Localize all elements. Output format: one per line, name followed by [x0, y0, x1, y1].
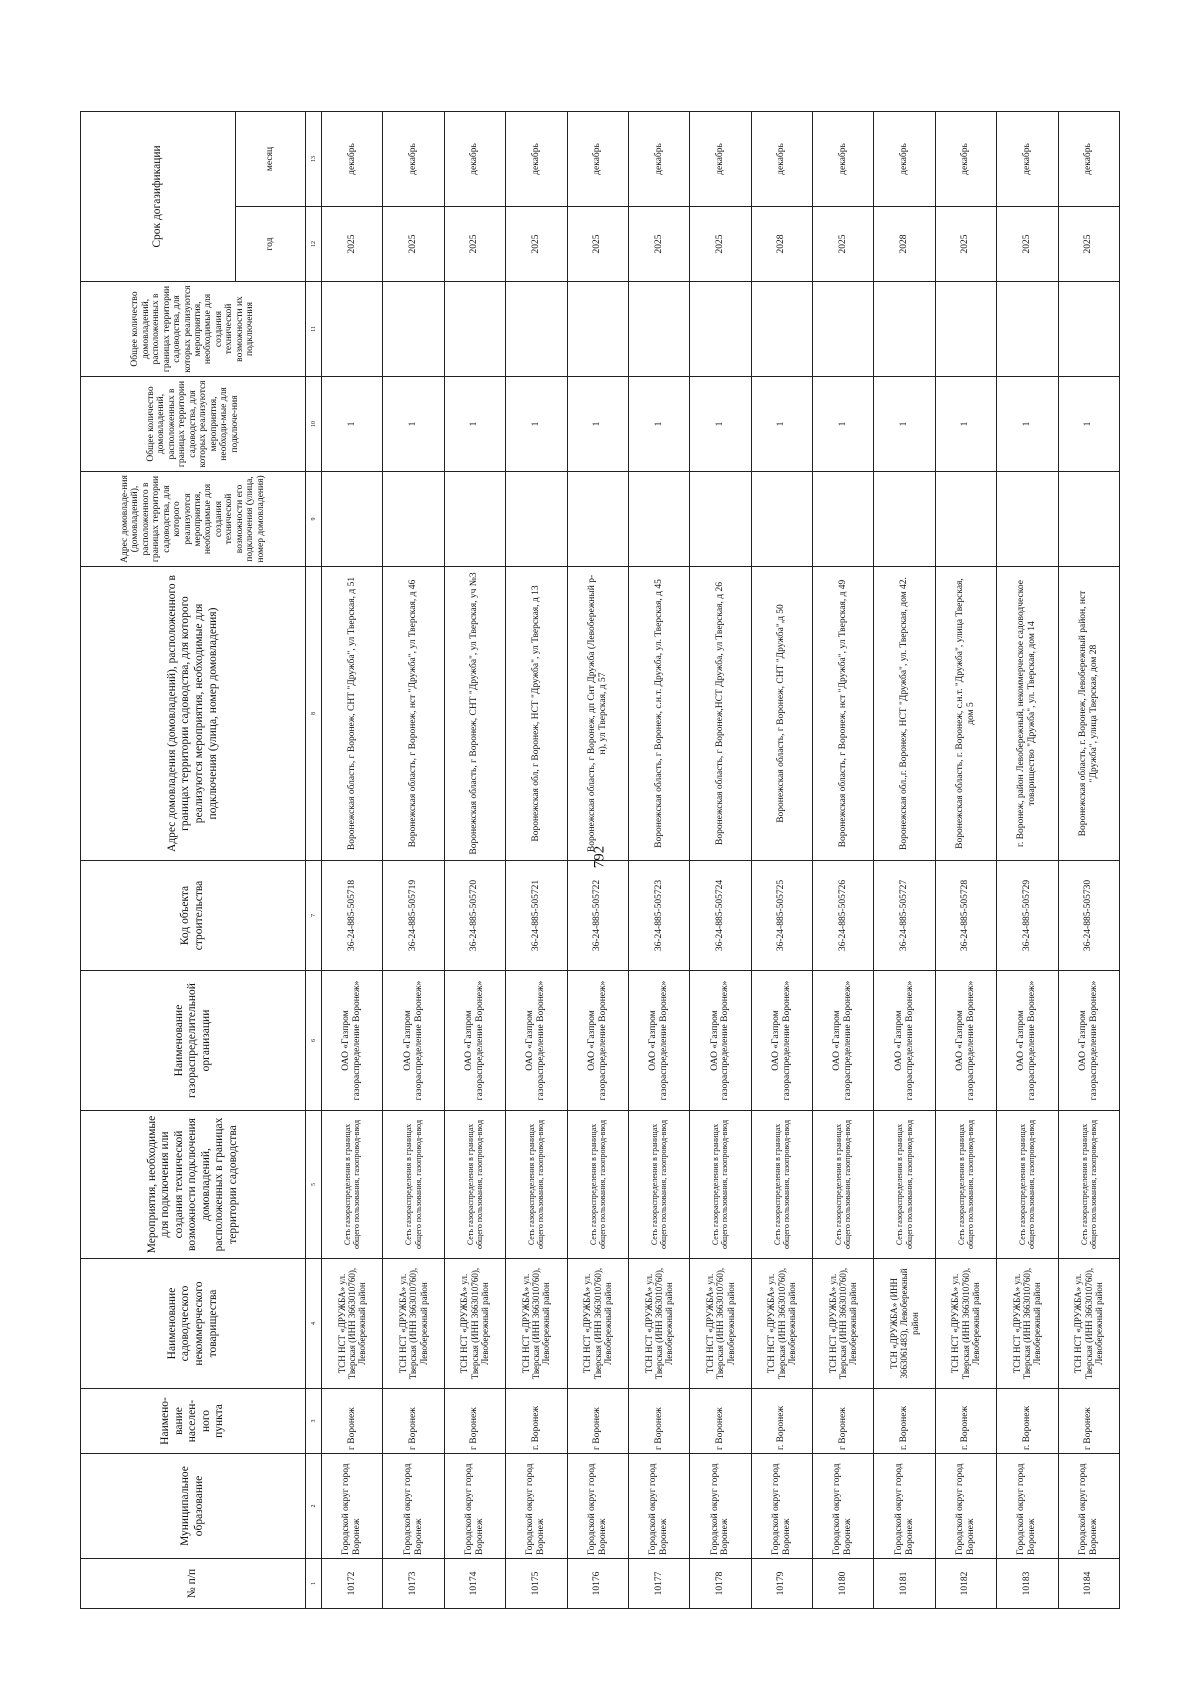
cell-count-capability: [813, 282, 874, 377]
cell-month: декабрь: [813, 112, 874, 207]
cell-locality: г. Воронеж: [506, 1389, 567, 1454]
cell-measures: Сеть газораспределения в границах общего пользования, газопровод-ввод: [506, 1111, 567, 1259]
cell-partnership: ТСН НСТ «ДРУЖБА» ул. Тверская (ИНН 3663010760), Левобережный район: [690, 1259, 751, 1389]
cell-num: 10178: [690, 1559, 751, 1609]
cell-year: 2025: [506, 207, 567, 282]
cell-count-connect: 1: [813, 377, 874, 472]
cell-address-capability: [1058, 472, 1120, 567]
cell-year: 2028: [751, 207, 812, 282]
header-address: Адрес домовладения (домовладений), расположенного в границах территории садоводства, для которого реализуются мероприятия, необходимые для подключения (улица, номер домовладения): [81, 567, 306, 861]
col-number: 11: [306, 282, 322, 377]
cell-year: 2025: [1058, 207, 1120, 282]
cell-year: 2025: [383, 207, 444, 282]
cell-count-capability: [444, 282, 505, 377]
cell-address: Воронежская область, г Воронеж, СНТ "Дружба", ул Тверская, д 51: [322, 567, 383, 861]
table-row: [444, 112, 505, 1609]
cell-address-capability: [383, 472, 444, 567]
cell-partnership: ТСН НСТ «ДРУЖБА» ул. Тверская (ИНН 3663010760), Левобережный район: [322, 1259, 383, 1389]
cell-count-connect: 1: [383, 377, 444, 472]
cell-month: декабрь: [383, 112, 444, 207]
cell-municipality: Городской округ город Воронеж: [935, 1454, 996, 1559]
cell-num: 10183: [997, 1559, 1058, 1609]
cell-year: 2025: [813, 207, 874, 282]
cell-count-connect: 1: [997, 377, 1058, 472]
cell-measures: Сеть газораспределения в границах общего пользования, газопровод-ввод: [935, 1111, 996, 1259]
cell-locality: г Воронеж: [628, 1389, 689, 1454]
cell-municipality: Городской округ город Воронеж: [628, 1454, 689, 1559]
cell-gas-org: ОАО «Газпром газораспределение Воронеж»: [690, 971, 751, 1111]
cell-address: Воронежская обл.,г. Воронеж, НСТ "Дружба", ул. Тверская, дом 42.: [874, 567, 935, 861]
cell-num: 10175: [506, 1559, 567, 1609]
cell-year: 2025: [935, 207, 996, 282]
cell-count-connect: 1: [628, 377, 689, 472]
cell-partnership: ТСН НСТ «ДРУЖБА» ул. Тверская (ИНН 3663010760), Левобережный район: [383, 1259, 444, 1389]
cell-gas-org: ОАО «Газпром газораспределение Воронеж»: [322, 971, 383, 1111]
cell-count-capability: [383, 282, 444, 377]
cell-month: декабрь: [690, 112, 751, 207]
cell-count-capability: [506, 282, 567, 377]
header-month: месяц: [236, 112, 306, 207]
table-row: [322, 112, 383, 1609]
header-partnership: Наименование садоводческого некоммерческого товарищества: [81, 1259, 306, 1389]
cell-address: Воронежская область, г Воронеж, дп Снт Дружба (Левобережный р-н), ул Тверская, д 57: [567, 567, 628, 861]
cell-month: декабрь: [506, 112, 567, 207]
cell-year: 2025: [567, 207, 628, 282]
cell-gas-org: ОАО «Газпром газораспределение Воронеж»: [506, 971, 567, 1111]
cell-locality: г. Воронеж: [751, 1389, 812, 1454]
cell-address: Воронежская обл, г Воронеж, НСТ "Дружба", ул Тверская, д 13: [506, 567, 567, 861]
header-address-capability: Адрес домовладе-ния (домовладений), расположенного в границах территории садоводства, для которого реализуются мероприятия, необходимые для создания технической возможности его подключения (улица, номер домовладения): [81, 472, 306, 567]
cell-month: декабрь: [874, 112, 935, 207]
cell-partnership: ТСН НСТ «ДРУЖБА» ул. Тверская (ИНН 3663010760), Левобережный район: [935, 1259, 996, 1389]
cell-num: 10173: [383, 1559, 444, 1609]
cell-code: 36-24-885-505726: [813, 861, 874, 971]
cell-address: Воронежская область, г Воронеж, с.н.т. Дружба, ул. Тверская, д 45: [628, 567, 689, 861]
cell-municipality: Городской округ город Воронеж: [383, 1454, 444, 1559]
cell-gas-org: ОАО «Газпром газораспределение Воронеж»: [383, 971, 444, 1111]
cell-partnership: ТСН НСТ «ДРУЖБА» ул. Тверская (ИНН 3663010760), Левобережный район: [1058, 1259, 1120, 1389]
cell-month: декабрь: [628, 112, 689, 207]
cell-address-capability: [444, 472, 505, 567]
cell-year: 2025: [444, 207, 505, 282]
cell-count-connect: 1: [874, 377, 935, 472]
header-code: Код объекта строительства: [81, 861, 306, 971]
col-number: 2: [306, 1454, 322, 1559]
cell-count-capability: [322, 282, 383, 377]
cell-num: 10177: [628, 1559, 689, 1609]
cell-partnership: ТСН «ДРУЖБА» (ИНН 3663061483), Левобережный район: [874, 1259, 935, 1389]
column-number-row: [306, 112, 322, 1609]
cell-count-capability: [935, 282, 996, 377]
cell-municipality: Городской округ город Воронеж: [444, 1454, 505, 1559]
cell-address: Воронежская область, г Воронеж, нст "Дружба", ул Тверская, д 49: [813, 567, 874, 861]
col-number: 8: [306, 567, 322, 861]
cell-code: 36-24-885-505724: [690, 861, 751, 971]
cell-count-capability: [997, 282, 1058, 377]
cell-measures: Сеть газораспределения в границах общего пользования, газопровод-ввод: [874, 1111, 935, 1259]
cell-count-connect: 1: [506, 377, 567, 472]
cell-partnership: ТСН НСТ «ДРУЖБА» ул. Тверская (ИНН 3663010760), Левобережный район: [628, 1259, 689, 1389]
cell-num: 10176: [567, 1559, 628, 1609]
cell-code: 36-24-885-505728: [935, 861, 996, 971]
col-number: 1: [306, 1559, 322, 1609]
cell-locality: г. Воронеж: [935, 1389, 996, 1454]
cell-count-capability: [874, 282, 935, 377]
cell-partnership: ТСН НСТ «ДРУЖБА» ул. Тверская (ИНН 3663010760), Левобережный район: [506, 1259, 567, 1389]
page-number: 792: [591, 845, 608, 869]
cell-count-connect: 1: [1058, 377, 1120, 472]
cell-partnership: ТСН НСТ «ДРУЖБА» ул. Тверская (ИНН 3663010760), Левобережный район: [444, 1259, 505, 1389]
header-deadline: Срок догазификации: [81, 112, 236, 282]
cell-address-capability: [997, 472, 1058, 567]
cell-num: 10182: [935, 1559, 996, 1609]
cell-code: 36-24-885-505719: [383, 861, 444, 971]
cell-locality: г. Воронеж: [874, 1389, 935, 1454]
cell-address-capability: [628, 472, 689, 567]
col-number: 10: [306, 377, 322, 472]
cell-address-capability: [322, 472, 383, 567]
cell-code: 36-24-885-505725: [751, 861, 812, 971]
cell-municipality: Городской округ город Воронеж: [1058, 1454, 1120, 1559]
cell-gas-org: ОАО «Газпром газораспределение Воронеж»: [751, 971, 812, 1111]
cell-address: г. Воронеж, район Левобережный, некоммерческое садоводческое товарищество "Дружба", ул. Тверская, дом 14: [997, 567, 1058, 861]
cell-year: 2025: [628, 207, 689, 282]
cell-municipality: Городской округ город Воронеж: [567, 1454, 628, 1559]
cell-measures: Сеть газораспределения в границах общего пользования, газопровод-ввод: [813, 1111, 874, 1259]
cell-count-capability: [690, 282, 751, 377]
table-row: [813, 112, 874, 1609]
col-number: 9: [306, 472, 322, 567]
cell-municipality: Городской округ город Воронеж: [690, 1454, 751, 1559]
cell-count-capability: [567, 282, 628, 377]
header-municipality: Муниципальное образование: [81, 1454, 306, 1559]
cell-num: 10181: [874, 1559, 935, 1609]
table-row: [874, 112, 935, 1609]
cell-address: Воронежская область, г Воронеж, СНТ "Дружба",д 50: [751, 567, 812, 861]
cell-code: 36-24-885-505730: [1058, 861, 1120, 971]
cell-num: 10174: [444, 1559, 505, 1609]
header-locality: Наимено-вание населен-ного пункта: [81, 1389, 306, 1454]
cell-municipality: Городской округ город Воронеж: [997, 1454, 1058, 1559]
table-row: [935, 112, 996, 1609]
cell-measures: Сеть газораспределения в границах общего пользования, газопровод-ввод: [322, 1111, 383, 1259]
table-row: [690, 112, 751, 1609]
cell-gas-org: ОАО «Газпром газораспределение Воронеж»: [997, 971, 1058, 1111]
cell-partnership: ТСН НСТ «ДРУЖБА» ул. Тверская (ИНН 3663010760), Левобережный район: [751, 1259, 812, 1389]
cell-count-capability: [628, 282, 689, 377]
cell-locality: г Воронеж: [322, 1389, 383, 1454]
cell-address-capability: [874, 472, 935, 567]
col-number: 4: [306, 1259, 322, 1389]
cell-partnership: ТСН НСТ «ДРУЖБА» ул. Тверская (ИНН 3663010760), Левобережный район: [567, 1259, 628, 1389]
table-row: [383, 112, 444, 1609]
cell-locality: г Воронеж: [567, 1389, 628, 1454]
cell-count-connect: 1: [690, 377, 751, 472]
cell-municipality: Городской округ город Воронеж: [506, 1454, 567, 1559]
cell-address-capability: [690, 472, 751, 567]
cell-num: 10172: [322, 1559, 383, 1609]
cell-measures: Сеть газораспределения в границах общего пользования, газопровод-ввод: [751, 1111, 812, 1259]
cell-address-capability: [567, 472, 628, 567]
cell-count-connect: 1: [567, 377, 628, 472]
cell-year: 2028: [874, 207, 935, 282]
col-number: 3: [306, 1389, 322, 1454]
cell-code: 36-24-885-505722: [567, 861, 628, 971]
cell-month: декабрь: [567, 112, 628, 207]
cell-gas-org: ОАО «Газпром газораспределение Воронеж»: [935, 971, 996, 1111]
cell-municipality: Городской округ город Воронеж: [322, 1454, 383, 1559]
cell-locality: г Воронеж: [1058, 1389, 1120, 1454]
cell-locality: г Воронеж: [444, 1389, 505, 1454]
cell-gas-org: ОАО «Газпром газораспределение Воронеж»: [444, 971, 505, 1111]
cell-address: Воронежская область, г Воронеж, нст "Дружба", ул Тверская, д 46: [383, 567, 444, 861]
cell-num: 10179: [751, 1559, 812, 1609]
cell-code: 36-24-885-505718: [322, 861, 383, 971]
cell-measures: Сеть газораспределения в границах общего пользования, газопровод-ввод: [997, 1111, 1058, 1259]
cell-locality: г Воронеж: [813, 1389, 874, 1454]
cell-address: Воронежская область, г Воронеж,НСТ Дружба, ул Тверская, д 26: [690, 567, 751, 861]
cell-month: декабрь: [1058, 112, 1120, 207]
cell-municipality: Городской округ город Воронеж: [813, 1454, 874, 1559]
table-row: [628, 112, 689, 1609]
header-measures: Мероприятия, необходимые для подключения или создания технической возможности подключения домовладений, расположенных в границах территории садоводства: [81, 1111, 306, 1259]
cell-code: 36-24-885-505723: [628, 861, 689, 971]
table-row: [1058, 112, 1120, 1609]
cell-locality: г. Воронеж: [997, 1389, 1058, 1454]
cell-count-capability: [1058, 282, 1120, 377]
col-number: 5: [306, 1111, 322, 1259]
cell-measures: Сеть газораспределения в границах общего пользования, газопровод-ввод: [383, 1111, 444, 1259]
cell-month: декабрь: [444, 112, 505, 207]
cell-code: 36-24-885-505720: [444, 861, 505, 971]
cell-count-connect: 1: [751, 377, 812, 472]
cell-municipality: Городской округ город Воронеж: [751, 1454, 812, 1559]
cell-month: декабрь: [935, 112, 996, 207]
table-row: [567, 112, 628, 1609]
cell-address-capability: [506, 472, 567, 567]
cell-locality: г Воронеж: [383, 1389, 444, 1454]
cell-address-capability: [813, 472, 874, 567]
cell-gas-org: ОАО «Газпром газораспределение Воронеж»: [874, 971, 935, 1111]
cell-measures: Сеть газораспределения в границах общего пользования, газопровод-ввод: [567, 1111, 628, 1259]
cell-count-connect: 1: [322, 377, 383, 472]
header-year: год: [236, 207, 306, 282]
cell-measures: Сеть газораспределения в границах общего пользования, газопровод-ввод: [628, 1111, 689, 1259]
col-number: 12: [306, 207, 322, 282]
header-count-capability: Общее количество домовладений, расположенных в границах территории садоводства, для которых реализуются мероприятия, необходимые для создания технической возможности их подключения: [81, 282, 306, 377]
table-row: [506, 112, 567, 1609]
header-count-connect: Общее количество домовладений, расположенных в границах территории садоводства, для которых реализуются мероприятия, необходи-мые для подключе-ния: [81, 377, 306, 472]
cell-count-connect: 1: [444, 377, 505, 472]
rotated-table-container: [80, 112, 1120, 1609]
cell-gas-org: ОАО «Газпром газораспределение Воронеж»: [1058, 971, 1120, 1111]
cell-count-capability: [751, 282, 812, 377]
header-num: № п/п: [81, 1559, 306, 1609]
cell-num: 10184: [1058, 1559, 1120, 1609]
cell-address: Воронежская область, г. Воронеж, с.н.т. "Дружба", улица Тверская, дом 5: [935, 567, 996, 861]
cell-gas-org: ОАО «Газпром газораспределение Воронеж»: [813, 971, 874, 1111]
cell-address-capability: [751, 472, 812, 567]
cell-address-capability: [935, 472, 996, 567]
cell-month: декабрь: [322, 112, 383, 207]
cell-num: 10180: [813, 1559, 874, 1609]
cell-gas-org: ОАО «Газпром газораспределение Воронеж»: [567, 971, 628, 1111]
header-gas-org: Наименование газораспределительной организации: [81, 971, 306, 1111]
cell-month: декабрь: [997, 112, 1058, 207]
col-number: 13: [306, 112, 322, 207]
cell-locality: г Воронеж: [690, 1389, 751, 1454]
cell-year: 2025: [997, 207, 1058, 282]
cell-code: 36-24-885-505721: [506, 861, 567, 971]
cell-municipality: Городской округ город Воронеж: [874, 1454, 935, 1559]
cell-code: 36-24-885-505727: [874, 861, 935, 971]
col-number: 6: [306, 971, 322, 1111]
cell-measures: Сеть газораспределения в границах общего пользования, газопровод-ввод: [690, 1111, 751, 1259]
table-row: [997, 112, 1058, 1609]
cell-measures: Сеть газораспределения в границах общего пользования, газопровод-ввод: [1058, 1111, 1120, 1259]
cell-address: Воронежская область, г Воронеж, СНТ "Дружба", ул Тверская, уч №3: [444, 567, 505, 861]
cell-code: 36-24-885-505729: [997, 861, 1058, 971]
cell-address: Воронежская область, г. Воронеж, Левобережный район, нст "Дружба", улица Тверская, дом 28: [1058, 567, 1120, 861]
cell-partnership: ТСН НСТ «ДРУЖБА» ул. Тверская (ИНН 3663010760), Левобережный район: [997, 1259, 1058, 1389]
table-row: [751, 112, 812, 1609]
cell-measures: Сеть газораспределения в границах общего пользования, газопровод-ввод: [444, 1111, 505, 1259]
cell-count-connect: 1: [935, 377, 996, 472]
col-number: 7: [306, 861, 322, 971]
cell-month: декабрь: [751, 112, 812, 207]
table-body: [322, 112, 1120, 1609]
cell-year: 2025: [322, 207, 383, 282]
cell-partnership: ТСН НСТ «ДРУЖБА» ул. Тверская (ИНН 3663010760), Левобережный район: [813, 1259, 874, 1389]
cell-year: 2025: [690, 207, 751, 282]
gasification-table: [80, 111, 1120, 1609]
cell-gas-org: ОАО «Газпром газораспределение Воронеж»: [628, 971, 689, 1111]
